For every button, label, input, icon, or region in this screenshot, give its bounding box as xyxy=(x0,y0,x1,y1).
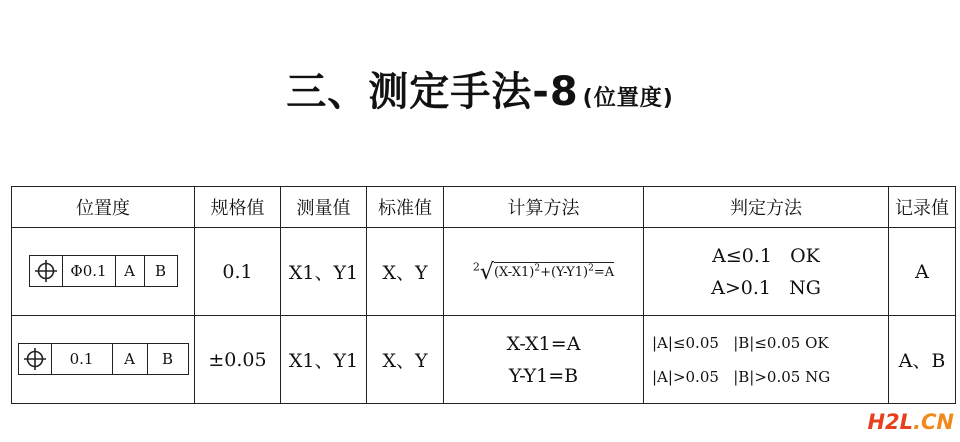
watermark-logo xyxy=(867,410,954,434)
fcf-tolerance: 0.1 xyxy=(52,344,113,374)
fcf-datum-a: A xyxy=(113,344,148,374)
spec-value: 0.1 xyxy=(195,228,281,316)
fcf-cell xyxy=(12,228,195,316)
header-cell: 位置度 xyxy=(12,187,195,228)
radicand xyxy=(494,262,614,280)
judge-ok: |A|≤0.05 |B|≤0.05 OK xyxy=(652,333,829,352)
calc-line-1: X-X1=A xyxy=(506,332,581,355)
judge-cell xyxy=(644,228,889,316)
judge-cell xyxy=(644,316,889,404)
radicand-x: (X-X1) xyxy=(493,264,535,280)
result-a: =A xyxy=(593,264,615,280)
page-title xyxy=(0,60,960,117)
calc-cell xyxy=(444,228,644,316)
square-1: 2 xyxy=(534,263,541,274)
root-index: 2 xyxy=(472,260,480,274)
radical-sign: √ xyxy=(479,259,494,285)
table-row xyxy=(12,228,956,316)
feature-control-frame xyxy=(18,343,189,375)
position-icon xyxy=(30,256,63,286)
measured-value: X1、Y1 xyxy=(281,316,367,404)
record-value: A xyxy=(889,228,956,316)
fcf-datum-b: B xyxy=(154,262,167,280)
judge-ok: A≤0.1 OK xyxy=(712,244,820,267)
table-row xyxy=(12,316,956,404)
calc-line-2: Y-Y1=B xyxy=(508,364,579,387)
fcf-tolerance: Φ0.1 xyxy=(63,256,116,286)
position-icon xyxy=(19,344,52,374)
fcf-datum-b: B xyxy=(161,350,174,368)
header-cell: 判定方法 xyxy=(644,187,889,228)
fcf-datum-a: A xyxy=(116,256,145,286)
fcf-cell xyxy=(12,316,195,404)
spec-table xyxy=(11,186,956,404)
header-cell: 测量值 xyxy=(281,187,367,228)
watermark-part-1: H2L xyxy=(867,410,914,434)
measured-value: X1、Y1 xyxy=(281,228,367,316)
watermark-part-2: .CN xyxy=(913,410,954,434)
record-value: A、B xyxy=(889,316,956,404)
header-cell: 标准值 xyxy=(367,187,444,228)
standard-value: X、Y xyxy=(367,316,444,404)
header-cell: 记录值 xyxy=(889,187,956,228)
radicand-y: +(Y-Y1) xyxy=(540,264,589,280)
spec-value: ±0.05 xyxy=(195,316,281,404)
feature-control-frame xyxy=(29,255,178,287)
judge-ng: A>0.1 NG xyxy=(711,276,821,299)
calc-cell xyxy=(444,316,644,404)
standard-value: X、Y xyxy=(367,228,444,316)
header-cell: 计算方法 xyxy=(444,187,644,228)
title-sub: (位置度) xyxy=(582,86,674,111)
judge-ng: |A|>0.05 |B|>0.05 NG xyxy=(652,367,831,386)
title-main: 三、测定手法-8 xyxy=(286,69,579,115)
square-2: 2 xyxy=(588,263,594,274)
header-cell: 规格值 xyxy=(195,187,281,228)
sqrt-formula xyxy=(473,260,614,285)
table-header-row xyxy=(12,187,956,228)
